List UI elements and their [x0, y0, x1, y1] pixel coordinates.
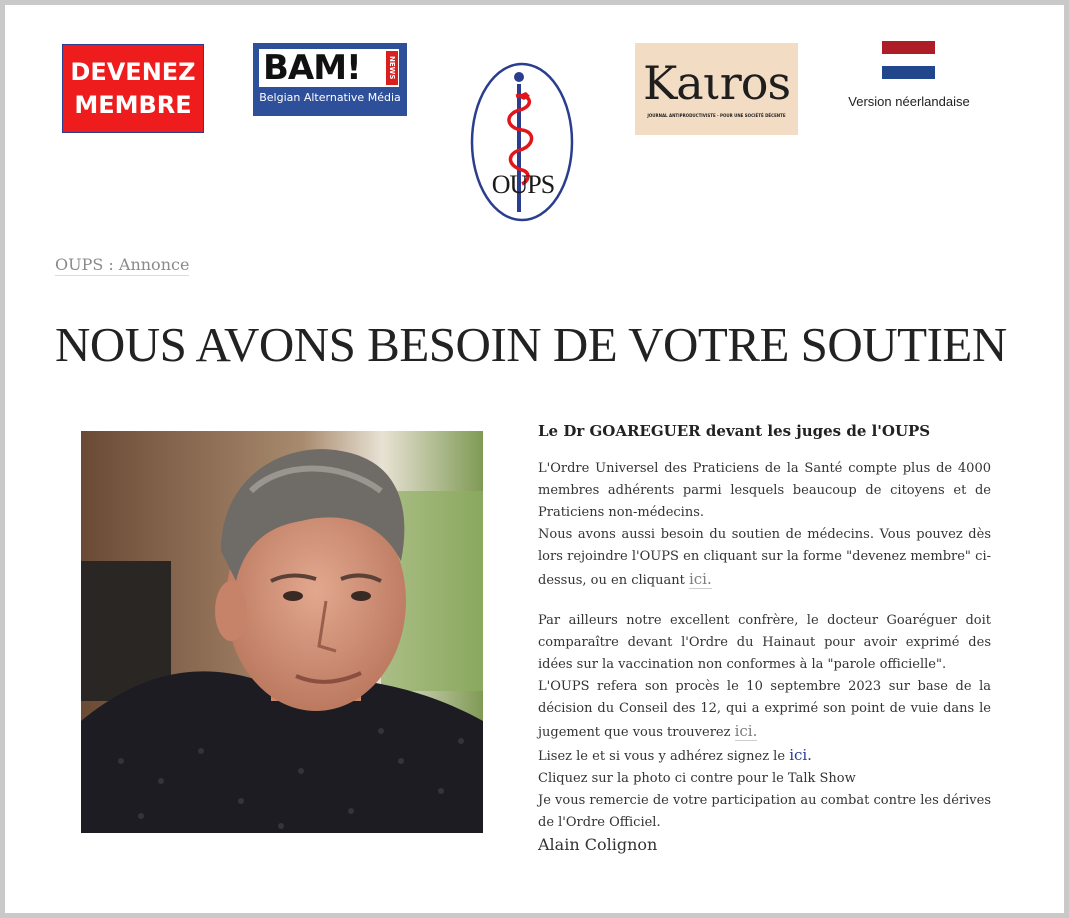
paragraph-members: L'Ordre Universel des Praticiens de la Santé compte plus de 4000 membres adhérents parmi lesquels beaucoup de citoyens et de Praticiens non-médecins.	[538, 461, 991, 520]
become-member-line2: MEMBRE	[74, 90, 192, 119]
bam-news-badge: NEWS	[386, 51, 398, 85]
oups-logo-text: OUPS	[491, 170, 555, 199]
become-member-button[interactable]	[62, 44, 204, 133]
breadcrumb[interactable]: OUPS : Annonce	[55, 255, 190, 274]
join-here-link[interactable]: ici.	[688, 570, 712, 588]
kairos-title: Kaιros	[642, 56, 791, 110]
kairos-logo[interactable]	[635, 43, 798, 135]
paragraph-sign	[538, 744, 991, 768]
sign-here-link[interactable]: ici.	[789, 746, 812, 764]
dutch-version-link[interactable]: Version néerlandaise	[848, 94, 970, 109]
paragraph-support-text: Nous avons aussi besoin du soutien de médecins. Vous pouvez dès lors rejoindre l'OUPS en cliquant sur la forme "devenez membre" ci-dessus, ou en cliquant	[538, 527, 991, 588]
judgment-link[interactable]: ici.	[734, 722, 758, 740]
article-subtitle: Le Dr GOAREGUER devant les juges de l'OUPS	[538, 422, 931, 440]
signature: Alain Colignon	[538, 835, 658, 854]
page-title: NOUS AVONS BESOIN DE VOTRE SOUTIEN	[55, 317, 1007, 372]
paragraph-thanks: Je vous remercie de votre participation au combat contre les dérives de l'Ordre Officiel.	[538, 793, 991, 830]
paragraph-hainaut: Par ailleurs notre excellent confrère, le docteur Goaréguer doit comparaître devant l'Ordre du Hainaut pour avoir exprimé des idées sur la vaccination non conformes à la "parole officielle".	[538, 613, 991, 672]
bam-subtitle: Belgian Alternative Média	[259, 91, 401, 104]
paragraph-support	[538, 524, 991, 592]
kairos-tagline: JOURNAL ANTIPRODUCTIVISTE · POUR UNE SOCIÉTÉ DÉCENTE	[647, 113, 786, 118]
paragraph-trial	[538, 676, 991, 744]
oups-logo[interactable]	[470, 62, 576, 224]
talk-show-photo[interactable]	[81, 431, 483, 833]
paragraph-sign-text: Lisez le et si vous y adhérez signez le	[538, 749, 786, 764]
paragraph-talkshow: Cliquez sur la photo ci contre pour le Talk Show	[538, 771, 856, 786]
paragraph-trial-text: L'OUPS refera son procès le 10 septembre 2023 sur base de la décision du Conseil des 12, qui a exprimé son point de vuie dans le jugement que vous trouverez	[538, 679, 991, 740]
become-member-line1: DEVENEZ	[70, 57, 196, 86]
article-body	[538, 420, 991, 856]
bam-news-logo[interactable]	[253, 43, 407, 116]
bam-wordmark: BAM!	[259, 49, 399, 87]
portrait-image	[81, 431, 483, 833]
dutch-flag-icon[interactable]	[882, 41, 935, 79]
